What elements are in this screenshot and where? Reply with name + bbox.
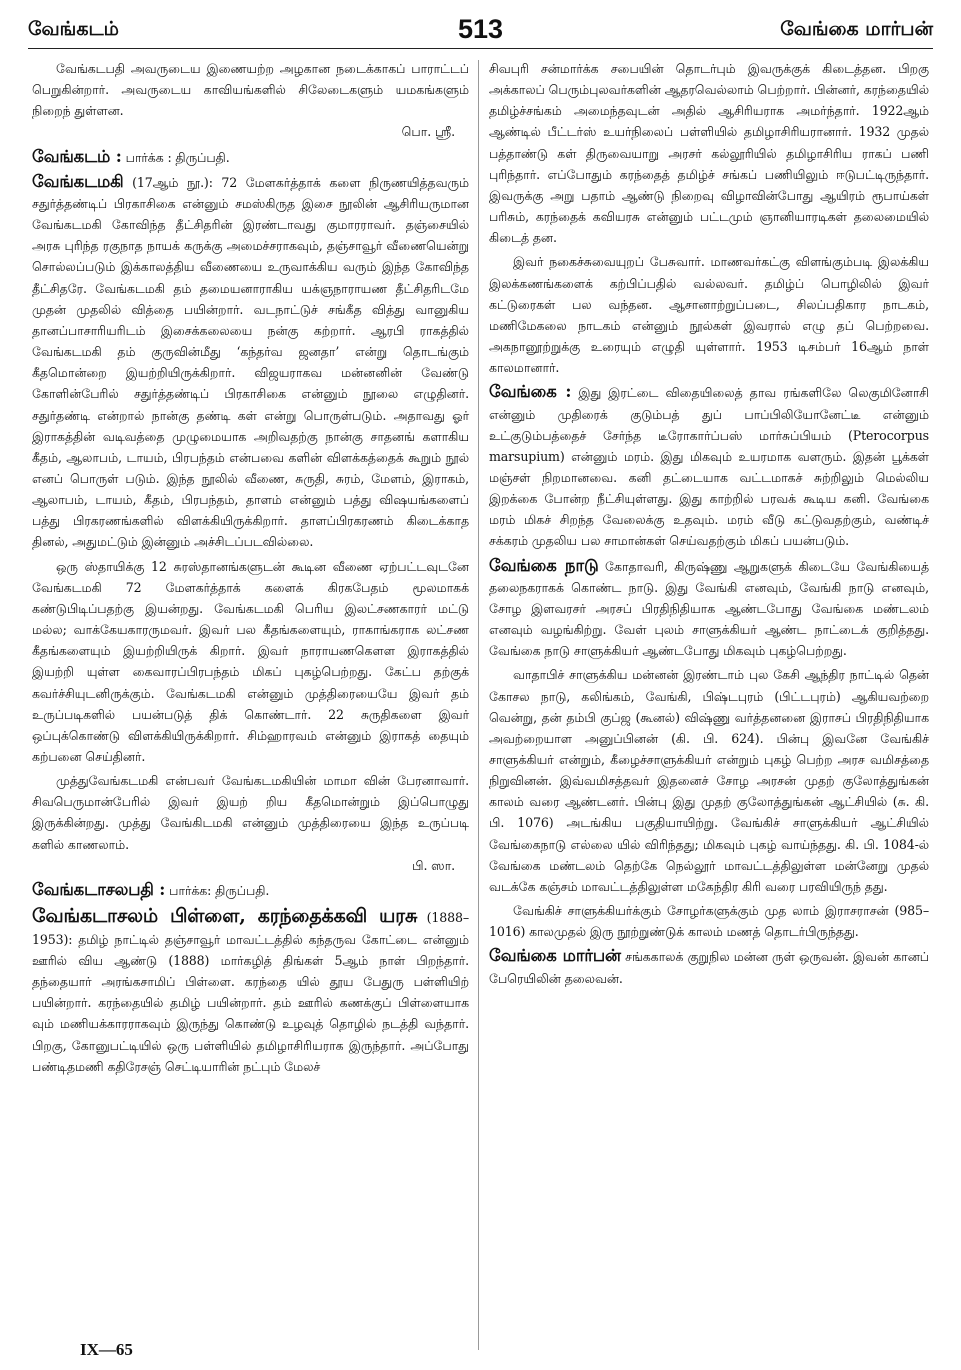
- paragraph: [32, 770, 469, 876]
- entry-vengai-marpan: [489, 945, 929, 988]
- author-signature: பொ. ஸ்ரீ.: [401, 124, 455, 140]
- entry-headword: வேங்கை :: [489, 382, 572, 402]
- paragraph: ஒரு ஸ்தாயிக்கு 12 சுரஸ்தானங்களுடன் கூடின வீணை ஏற்பட்டவுடனே வேங்கடமகி 72 மேளகர்த்தாக் களைக் கிரகபேதம் மூலமாகக் கண்டுபிடிப்பதற்கு இயன்றது. வேங்கடமகி பெரிய இலட்சணகாரர் மட்டு மல்ல; வாக்கேயகாரருமவர். இவர் பல கீதங்களையும், ராகாங்கராக லட்சண கீதங்களையும் இயற்றியிருக் கிறார். இவர் நாராயணகௌள இராகத்தில் இயற்றி யுள்ள கைவாரப்பிரபந்தம் மிகப் புகழ்பெற்றது. கேட்ப தற்குக் கவர்ச்சியுடனிருக்கும். வேங்கடமகி என்னும் முத்திரையையே இவர் தம் உருப்படிகளில் பயன்படுத் திக் கொண்டார். 22 சுருதிகளை இவர் ஒப்புக்கொண்டு விளக்கியிருக்கிறார். சிம்ஹாரவம் என்னும் இராகத் தையும் கற்பனை செய்தினர்.: [32, 558, 469, 764]
- running-head: [28, 14, 933, 49]
- entry-venkatamaki: [32, 171, 469, 553]
- left-column: [32, 58, 469, 1080]
- entry-headword: வேங்கடாசலம் பிள்ளை, கரந்தைக்கவி யரசு: [32, 905, 418, 928]
- running-head-left: வேங்கடம்: [28, 18, 119, 40]
- entry-headword: வேங்கடாசலபதி :: [32, 879, 166, 899]
- entry-venkatachalapathi: [32, 879, 469, 901]
- entry-text: கோதாவரி, கிருஷ்ணு ஆறுகளுக் கிடையே வேங்கியைத் தலைநகராகக் கொண்ட நாடு. இது வேங்கி எனவும், வேங்கி நாடு எனவும், சோழ இளவரசர் அரசப் பிரதிநிதியாக ஆண்டபோது வேங்கை மண்டலம் எனவும் வழங்கிற்று. வேள் புலம் சாளுக்கியர் ஆண்ட நாட்டைக் குறித்தது. வேங்கை நாடு சாளுக்கியர் ஆண்டபோது மிகவும் புகழ்பெற்றது.: [489, 558, 930, 659]
- paragraph-text: வேங்கடபதி அவருடைய இணையற்ற அழகான நடைக்காகப் பாராட்டப் பெறுகின்றார். அவருடைய காவியங்களில் சிலேடைகளும் யமகங்களும் நிறைந் துள்ளன.: [32, 61, 469, 119]
- entry-venkatam: [32, 146, 469, 168]
- entry-text: 72 மேளகர்த்தாக் களை நிருணயித்தவரும் சதுர்த்தண்டிப் பிரகாசிகை என்னும் சமஸ்கிருத இசை நூலின் ஆசிரியருமான வேங்கடமகி கோவிந்த தீட்சிதரின் இரண்டாவது குமாரராவர். தஞ்சையில் அரசு புரிந்த ரகுநாத நாயக் கருக்கு அமைச்சராகவும், தஞ்சாவூர் வீணையென்று சொல்லப்படும் இக்காலத்திய வீணையை உருவாக்கிய வரும் இந்த கோவிந்த தீட்சிதரே. வேங்கடமகி தம் தமையனாராகிய யக்ஞநாராயண தீட்சிதரிடமே முதன் முதலில் வித்தை பயின்றார். வடநாட்டுச் சங்கீத வித்து வானுகிய தானப்பாசாரியரிடம் இசைக்கலையை நன்கு கற்றார். ஆரபி ராகத்தில் வேங்கடமகி தம் குருவின்மீது ‘கந்தர்வ ஜனதா’ என்று தொடங்கும் கீதமொன்றை இயற்றியிருக்கிறார். விஜயராகவ மன்னனின் வேண்டு கோளின்பேரில் சதுர்த்தண்டிப் பிரகாசிகை என்னும் நூலை எழுதினர். சதுர்தண்டி என்றால் நான்கு தண்டி கள் என்று பொருள்படும். அதாவது ஓர் இராகத்தின் வடிவத்தை முழுமையாக அறிவதற்கு நான்கு சாதனங் களாகிய கீதம், ஆலாபம், டாயம், பிரபந்தம் என்பவை களின் விளக்கத்தைக் கூறும் நூல் எனப் பொருள் படும். இந்த நூலில் வீணை, சுருதி, சுரம், மேளம், இராகம், ஆலாபம், டாயம், கீதம், பிரபந்தம், தாளம் என்னும் பத்து விஷயங்களைப் பத்து பிரகரணங்களில் விளக்கியிருக்கிறார். தாளப்பிரகரணம் கிடைக்காத தினல், அதுமட்டும் இன்னும் அச்சிடப்படவில்லை.: [32, 174, 470, 550]
- running-head-right: வேங்கை மார்பன்: [780, 18, 933, 40]
- entry-vengai: [489, 381, 929, 551]
- entry-date: (17ஆம் நூ.):: [132, 174, 213, 190]
- right-column: [489, 58, 929, 992]
- paragraph: வேங்கிச் சாளுக்கியர்க்கும் சோழர்களுக்கும் முத லாம் இராசராசன் (985–1016) காலமுதல் இரு நூற்றுண்டுக் காலம் மணத் தொடர்பிருந்தது.: [489, 903, 929, 940]
- entry-headword: வேங்கடம் :: [32, 146, 122, 166]
- folio-signature: IX—65: [80, 1340, 133, 1359]
- paragraph: [32, 58, 469, 143]
- column-divider: [478, 60, 479, 1350]
- paragraph-continued: சிவபுரி சன்மார்க்க சபையின் தொடர்பும் இவருக்குக் கிடைத்தன. பிறகு அக்காலப் பெரும்புலவர்களின் ஆதரவெல்லாம் பெற்றார். பின்னர், கரந்தையில் தமிழ்ச்சங்கம் அமைந்தவுடன் அதில் ஆசிரியராக அமர்ந்தார். 1922ஆம் ஆண்டில் பீட்டர்ஸ் உயர்நிலைப் பள்ளியில் தமிழாசிரியரானார். 1932 முதல் பத்தாண்டு கள் திருவையாறு அரசர் கல்லூரியில் தமிழாசிரிய ராகப் பணி புரிந்தார். எப்போதும் கரந்தைத் தமிழ்ச் சங்கப் பணியிலும் ஈடுபட்டிருந்தார். இவருக்கு அறு பதாம் ஆண்டு நிறைவு விழாவின்போது ஆயிரம் ரூபாய்கள் பரிசும், கரந்தைக் கவியரசு என்னும் பட்டமும் ஞானியாரடிகள் தலைமையில் கிடைத் தன.: [489, 61, 929, 246]
- entry-text: தமிழ் நாட்டில் தஞ்சாவூர் மாவட்டத்தில் கந்தருவ கோட்டை என்னும் ஊரில் விய ஆண்டு (1888) மார்கழித் திங்கள் 5ஆம் நாள் பிறந்தார். தந்தையார் அரங்கசாமிப் பிள்ளை. கரந்தை யில் தூய பேதுரு பள்ளியிற் பயின்றார். கரந்தையில் தமிழ் பயின்றார். தம் ஊரில் கணக்குப் பிள்ளையாக வும் மணியக்காரராகவும் இருந்து கொண்டு உழவுத் தொழில் நடத்தி வந்தார். பிறகு, கோனுபட்டியில் ஒரு பள்ளியில் தமிழாசிரியராக இருந்தார். அப்போது பண்டிதமணி கதிரேசஞ் செட்டியாரின் நட்பும் மேலச்: [32, 931, 469, 1074]
- entry-vengai-nadu: [489, 555, 929, 662]
- cross-reference: பார்க்க : திருப்பதி.: [125, 149, 230, 165]
- paragraph: இவர் நகைச்சுவையுறப் பேசுவார். மாணவர்கட்கு விளங்கும்படி இலக்கிய இலக்கணங்களைக் கற்பிப்பதில் வல்லவர். தமிழ்ப் பொழிலில் இவர் கட்டுரைகள் பல வந்தன. ஆசானாற்றுப்படை, சிலப்பதிகார நாடகம், மணிமேகலை நாடகம் என்னும் நூல்கள் இவரால் எழு தப் பெற்றவை. அகநானூற்றுக்கு உரையும் எழுதி யுள்ளார். 1953 டிசம்பர் 16ஆம் நாள் காலமானார்.: [489, 254, 929, 376]
- author-signature: பி. ஸா.: [412, 857, 455, 873]
- paragraph: வாதாபிச் சாளுக்கிய மன்னன் இரண்டாம் புல கேசி ஆந்திர நாட்டில் தென் கோசல நாடு, கலிங்கம், வேங்கி, பிஷ்டபுரம் (பிட்டபுரம்) ஆகியவற்றை வென்று, தன் தம்பி குப்ஜ (கூனல்) விஷ்ணு வர்த்தனனை இராசப் பிரதிநிதியாக அவற்றையாள அனுப்பினன் (கி. பி. 624). பின்பு இவனே வேங்கிச் சாளுக்கியர் என்றும், கீழைச்சாளுக்கியர் என்றும் புகழ் பெற்ற அரச வமிசத்தை நிறுவினன். இவ்வமிசத்தவர் இதனைச் சோழ அரசன் முதற் குலோத்துங்கன் காலம் வரை ஆண்டனர். பின்பு இது முதற் குலோத்துங்கன் ஆட்சியில் (சு. கி. பி. 1076) அடங்கிய பகுதியாயிற்று. வேங்கிச் சாளுக்கியர் ஆட்சியில் வேங்கைநாடு எல்லை யில் விரிந்தது; மிகவும் புகழ் வாய்ந்தது. கி. பி. 1084-ல் வேங்கை மண்டலம் தெற்கே நெல்லூர் மாவட்டத்திலுள்ள மன்னேறு முதல் வடக்கே கஞ்சம் மாவட்டத்திலுள்ள மகேந்திர கிரி வரை பரவியிருந் தது.: [489, 667, 929, 894]
- entry-text: இது இரட்டை விதையிலைத் தாவ ரங்களிலே லெகுமினோசி என்னும் முதிரைக் குடும்பத் துப் பாப்பிலியோனேட்டீ என்னும் உட்குடும்பத்தைச் சேர்ந்த டீரோகார்ப்பஸ் மார்சுப்பியம் (Pterocorpus marsupium) என்னும் மரம். இது மிகவும் உயரமாக வளரும். இதன் பூக்கள் மஞ்சள் நிறமானவை. கனி தட்டையாக வட்டமாகச் சுற்றிலும் மெல்லிய இறக்கை போன்ற நீட்சியுள்ளது. இது காற்றில் பரவக் கூடிய கனி. வேங்கை மரம் மிகச் சிறந்த வேலைக்கு உதவும். மரம் வீடு கட்டுவதற்கும், வண்டிச் சக்கரம் முதலிய பல சாமான்கள் செய்வதற்கும் மிகப் பயன்படும்.: [489, 385, 930, 549]
- paragraph-text: முத்துவேங்கடமகி என்பவர் வேங்கடமகியின் மாமா வின் பேரனாவார். சிவபெருமான்பேரில் இவர் இயற் றிய கீதமொன்றும் இப்பொழுது இருக்கின்றது. முத்து வேங்கிடமகி என்னும் முத்திரையை இந்த உருப்படி களில் காணலாம்.: [32, 773, 469, 852]
- entry-headword: வேங்கை நாடு: [489, 555, 599, 575]
- entry-date: (1888–1953):: [32, 910, 469, 947]
- entry-headword: வேங்கடமகி: [32, 171, 124, 191]
- page-number: 513: [457, 14, 504, 44]
- entry-headword: வேங்கை மார்பன்: [489, 946, 621, 966]
- cross-reference: பார்க்க: திருப்பதி.: [169, 882, 270, 898]
- entry-venkatachalam-pillai: [32, 904, 469, 1077]
- entry-text: சங்ககாலக் குறுநில மன்ன ருள் ஒருவன். இவன் கானப் பேரெயிலின் தலைவன்.: [489, 949, 930, 986]
